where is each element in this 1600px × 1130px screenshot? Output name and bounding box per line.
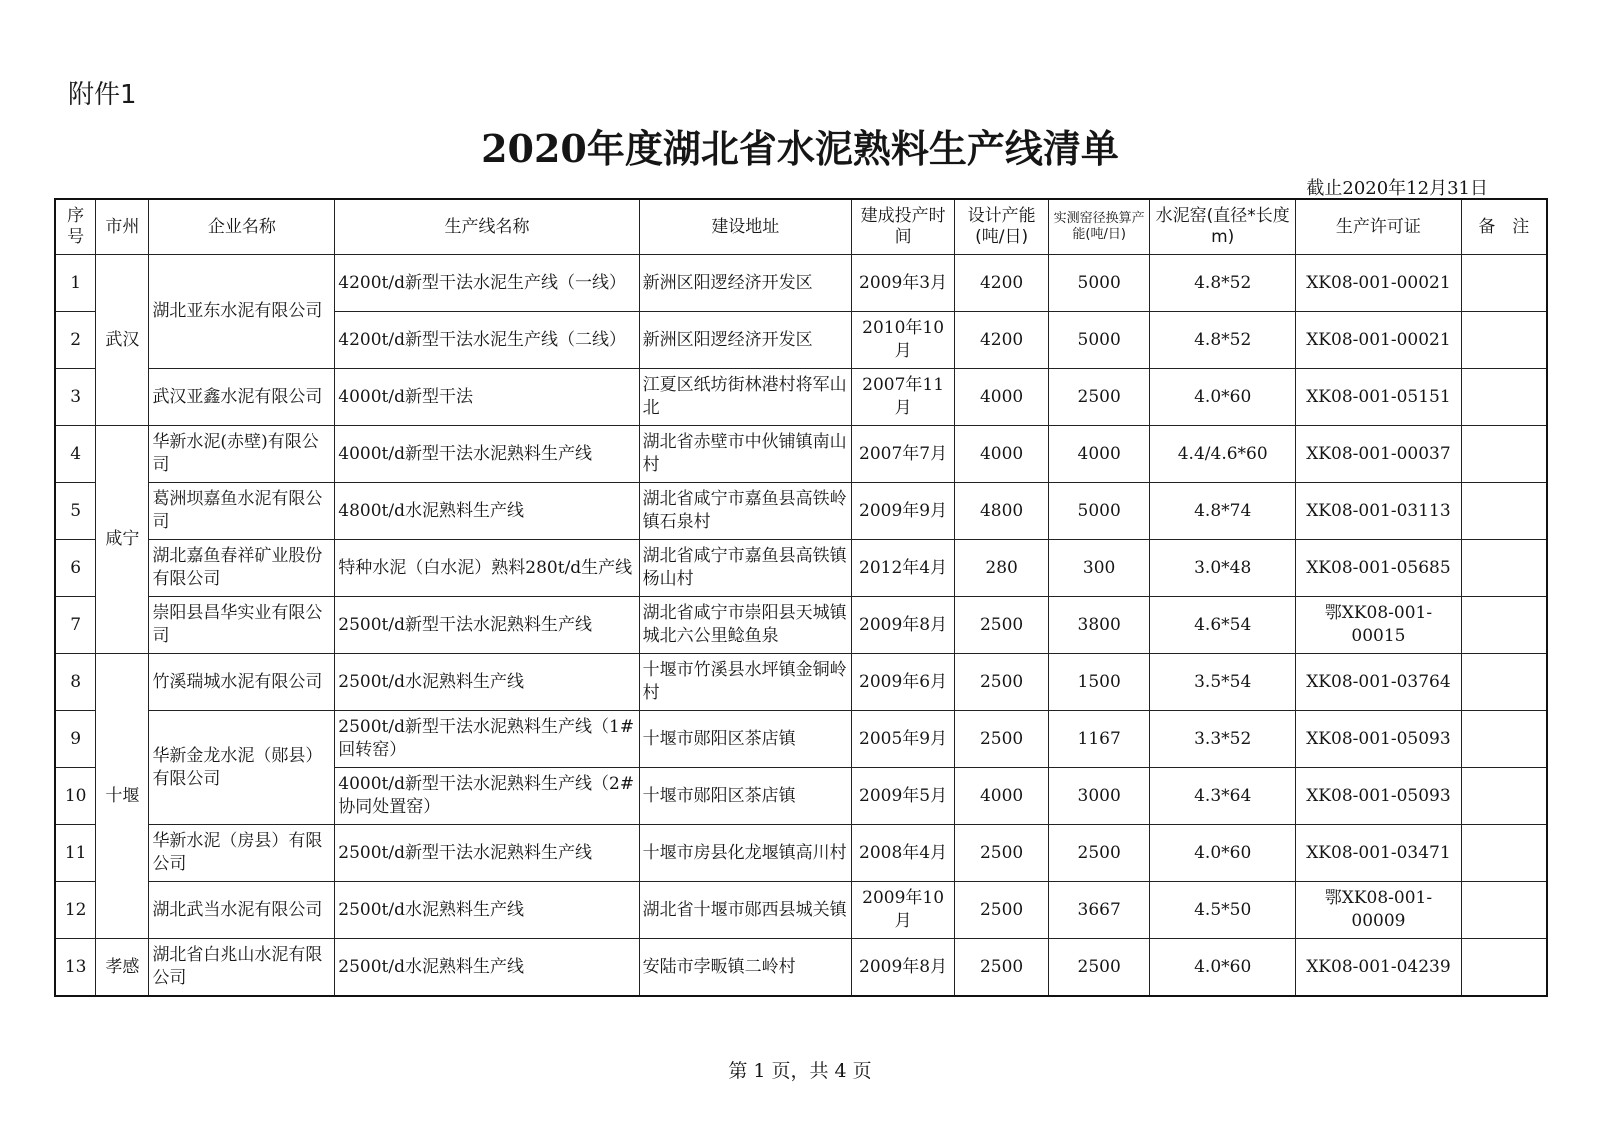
cell-line: 2500t/d新型干法水泥熟料生产线（1#回转窑） [335,711,639,768]
cell-kiln: 4.6*54 [1150,597,1296,654]
table-row [55,882,1547,939]
cell-measured: 5000 [1049,312,1150,369]
header-measured: 实测窑径换算产能(吨/日) [1049,199,1150,255]
cell-remark [1461,540,1547,597]
cell-start: 2007年7月 [852,426,955,483]
cell-seq: 2 [55,312,96,369]
cell-license: XK08-001-00021 [1296,312,1461,369]
cell-remark [1461,654,1547,711]
production-line-table [54,198,1548,997]
cell-company: 湖北省白兆山水泥有限公司 [149,939,335,997]
cell-line: 4000t/d新型干法 [335,369,639,426]
cell-start: 2009年8月 [852,939,955,997]
cell-seq: 9 [55,711,96,768]
cell-line: 2500t/d水泥熟料生产线 [335,939,639,997]
header-remark: 备 注 [1461,199,1547,255]
cell-company: 华新金龙水泥（郧县）有限公司 [149,711,335,825]
cell-license: 鄂XK08-001-00009 [1296,882,1461,939]
cell-license: XK08-001-03471 [1296,825,1461,882]
cell-start: 2010年10月 [852,312,955,369]
cell-license: XK08-001-03113 [1296,483,1461,540]
cell-address: 十堰市郧阳区茶店镇 [639,768,851,825]
cell-line: 2500t/d水泥熟料生产线 [335,654,639,711]
cell-address: 湖北省咸宁市嘉鱼县高铁镇杨山村 [639,540,851,597]
cell-measured: 2500 [1049,825,1150,882]
cell-line: 特种水泥（白水泥）熟料280t/d生产线 [335,540,639,597]
cell-measured: 3667 [1049,882,1150,939]
header-company: 企业名称 [149,199,335,255]
cell-kiln: 4.5*50 [1150,882,1296,939]
header-city: 市州 [96,199,149,255]
cell-start: 2012年4月 [852,540,955,597]
table-row [55,426,1547,483]
header-address: 建设地址 [639,199,851,255]
cell-capacity: 2500 [955,654,1049,711]
cell-seq: 8 [55,654,96,711]
cell-capacity: 2500 [955,825,1049,882]
cell-capacity: 2500 [955,939,1049,997]
cell-seq: 12 [55,882,96,939]
cell-seq: 4 [55,426,96,483]
cell-seq: 13 [55,939,96,997]
cell-line: 4200t/d新型干法水泥生产线（一线） [335,255,639,312]
cell-seq: 1 [55,255,96,312]
cell-remark [1461,312,1547,369]
cell-address: 湖北省赤壁市中伙铺镇南山村 [639,426,851,483]
cell-capacity: 4200 [955,312,1049,369]
cell-kiln: 4.4/4.6*60 [1150,426,1296,483]
cell-capacity: 4000 [955,426,1049,483]
header-license: 生产许可证 [1296,199,1461,255]
cell-remark [1461,882,1547,939]
cell-capacity: 4000 [955,369,1049,426]
cell-company: 湖北武当水泥有限公司 [149,882,335,939]
header-start: 建成投产时间 [852,199,955,255]
cell-start: 2005年9月 [852,711,955,768]
cell-seq: 7 [55,597,96,654]
cell-start: 2009年5月 [852,768,955,825]
document-title: 2020年度湖北省水泥熟料生产线清单 [481,126,1119,171]
cell-address: 十堰市郧阳区茶店镇 [639,711,851,768]
cell-address: 新洲区阳逻经济开发区 [639,255,851,312]
cell-seq: 5 [55,483,96,540]
cell-address: 安陆市孛畈镇二岭村 [639,939,851,997]
cell-license: XK08-001-04239 [1296,939,1461,997]
cell-company: 葛洲坝嘉鱼水泥有限公司 [149,483,335,540]
cell-capacity: 4000 [955,768,1049,825]
cell-kiln: 4.0*60 [1150,939,1296,997]
cell-measured: 2500 [1049,369,1150,426]
cell-remark [1461,483,1547,540]
cell-city: 十堰 [96,654,149,939]
cell-capacity: 280 [955,540,1049,597]
table-row [55,597,1547,654]
cell-license: XK08-001-05093 [1296,768,1461,825]
cell-company: 华新水泥(赤壁)有限公司 [149,426,335,483]
cell-measured: 1500 [1049,654,1150,711]
cell-address: 江夏区纸坊街林港村将军山北 [639,369,851,426]
cell-line: 4800t/d水泥熟料生产线 [335,483,639,540]
header-seq: 序号 [55,199,96,255]
cell-measured: 5000 [1049,483,1150,540]
cell-kiln: 3.0*48 [1150,540,1296,597]
cell-license: XK08-001-00037 [1296,426,1461,483]
cell-line: 4200t/d新型干法水泥生产线（二线） [335,312,639,369]
table-row [55,654,1547,711]
cell-license: XK08-001-03764 [1296,654,1461,711]
cell-remark [1461,768,1547,825]
cell-start: 2008年4月 [852,825,955,882]
cell-start: 2009年10月 [852,882,955,939]
cell-measured: 3000 [1049,768,1150,825]
cell-address: 新洲区阳逻经济开发区 [639,312,851,369]
cell-line: 2500t/d新型干法水泥熟料生产线 [335,825,639,882]
cell-city: 咸宁 [96,426,149,654]
cell-seq: 6 [55,540,96,597]
cell-measured: 3800 [1049,597,1150,654]
table-header-row [55,199,1547,255]
cell-company: 崇阳县昌华实业有限公司 [149,597,335,654]
cell-measured: 5000 [1049,255,1150,312]
as-of-date: 截止2020年12月31日 [1306,178,1488,199]
cell-seq: 10 [55,768,96,825]
cell-remark [1461,825,1547,882]
cell-city: 武汉 [96,255,149,426]
cell-address: 十堰市竹溪县水坪镇金铜岭村 [639,654,851,711]
cell-start: 2007年11月 [852,369,955,426]
cell-start: 2009年8月 [852,597,955,654]
cell-kiln: 4.8*52 [1150,255,1296,312]
header-kiln: 水泥窑(直径*长度m) [1150,199,1296,255]
cell-kiln: 4.0*60 [1150,369,1296,426]
cell-company: 湖北亚东水泥有限公司 [149,255,335,369]
cell-company: 湖北嘉鱼春祥矿业股份有限公司 [149,540,335,597]
cell-measured: 2500 [1049,939,1150,997]
header-capacity: 设计产能(吨/日) [955,199,1049,255]
cell-remark [1461,711,1547,768]
cell-city: 孝感 [96,939,149,997]
cell-remark [1461,597,1547,654]
table-row [55,255,1547,312]
cell-remark [1461,255,1547,312]
page-footer: 第 1 页，共 4 页 [728,1060,872,1082]
cell-seq: 11 [55,825,96,882]
cell-address: 湖北省咸宁市嘉鱼县高铁岭镇石泉村 [639,483,851,540]
cell-address: 湖北省咸宁市崇阳县天城镇城北六公里鲶鱼泉 [639,597,851,654]
cell-company: 华新水泥（房县）有限公司 [149,825,335,882]
cell-license: XK08-001-05093 [1296,711,1461,768]
cell-measured: 300 [1049,540,1150,597]
cell-capacity: 2500 [955,597,1049,654]
attachment-label: 附件1 [68,80,137,110]
cell-license: XK08-001-05151 [1296,369,1461,426]
cell-company: 武汉亚鑫水泥有限公司 [149,369,335,426]
table-row [55,540,1547,597]
table-row [55,711,1547,768]
table-row [55,825,1547,882]
cell-kiln: 4.3*64 [1150,768,1296,825]
cell-capacity: 4200 [955,255,1049,312]
cell-capacity: 2500 [955,711,1049,768]
table-row [55,369,1547,426]
cell-measured: 1167 [1049,711,1150,768]
cell-license: XK08-001-05685 [1296,540,1461,597]
cell-kiln: 4.8*74 [1150,483,1296,540]
cell-license: XK08-001-00021 [1296,255,1461,312]
cell-start: 2009年3月 [852,255,955,312]
cell-address: 湖北省十堰市郧西县城关镇 [639,882,851,939]
cell-line: 2500t/d水泥熟料生产线 [335,882,639,939]
cell-kiln: 3.5*54 [1150,654,1296,711]
table-row [55,939,1547,997]
cell-remark [1461,426,1547,483]
cell-kiln: 4.0*60 [1150,825,1296,882]
cell-remark [1461,939,1547,997]
table-row [55,483,1547,540]
cell-capacity: 2500 [955,882,1049,939]
cell-kiln: 3.3*52 [1150,711,1296,768]
cell-start: 2009年9月 [852,483,955,540]
header-line: 生产线名称 [335,199,639,255]
cell-line: 4000t/d新型干法水泥熟料生产线 [335,426,639,483]
cell-start: 2009年6月 [852,654,955,711]
cell-company: 竹溪瑞城水泥有限公司 [149,654,335,711]
cell-capacity: 4800 [955,483,1049,540]
cell-measured: 4000 [1049,426,1150,483]
cell-line: 2500t/d新型干法水泥熟料生产线 [335,597,639,654]
cell-license: 鄂XK08-001-00015 [1296,597,1461,654]
cell-address: 十堰市房县化龙堰镇高川村 [639,825,851,882]
cell-seq: 3 [55,369,96,426]
cell-line: 4000t/d新型干法水泥熟料生产线（2#协同处置窑） [335,768,639,825]
cell-remark [1461,369,1547,426]
cell-kiln: 4.8*52 [1150,312,1296,369]
